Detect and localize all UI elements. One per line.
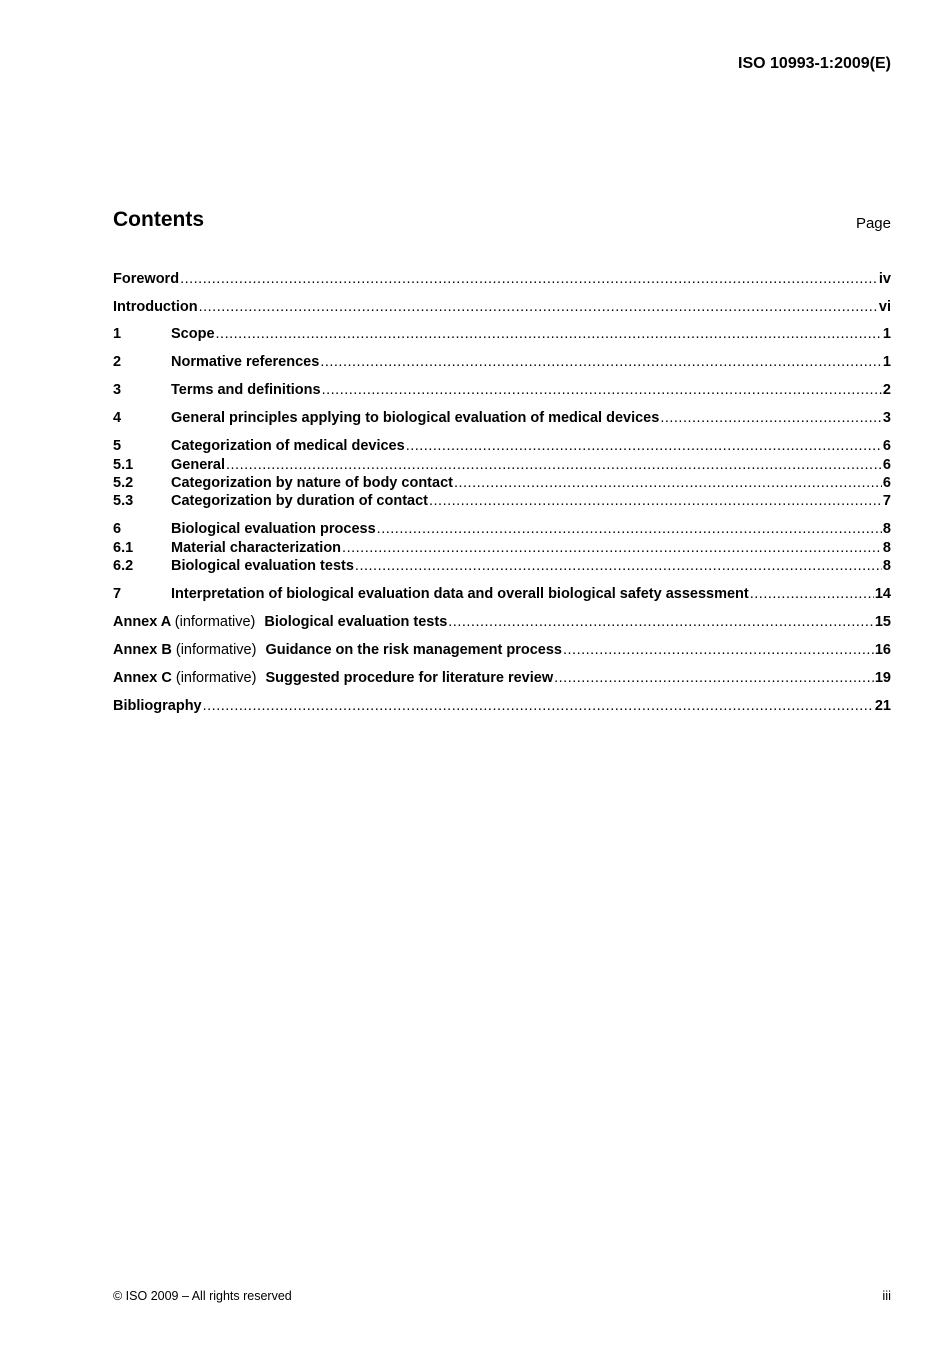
toc-leader [320,353,882,371]
toc-entry-5-1[interactable] [113,456,891,474]
toc-title: Biological evaluation tests [264,614,448,630]
toc-title: Suggested procedure for literature review [265,670,554,686]
toc-page: 8 [882,521,891,537]
toc-leader [322,381,882,399]
contents-heading: Contents [113,208,204,231]
footer-copyright: © ISO 2009 – All rights reserved [113,1289,292,1303]
toc-entry-annex-c[interactable] [113,669,891,687]
annex-id: Annex C [113,670,172,686]
toc-page: 2 [882,382,891,398]
toc-title: Scope [171,326,215,342]
toc-entry-bibliography[interactable] [113,697,891,715]
toc-number: 6.2 [113,558,134,574]
toc-leader [226,456,882,474]
toc-entry-3[interactable] [113,381,891,399]
toc-title: General principles applying to biological evaluation of medical devices [171,410,660,426]
toc-leader [448,613,874,631]
toc-leader [180,270,878,288]
toc-leader [563,641,874,659]
toc-title: Categorization by duration of contact [171,493,428,509]
toc-entry-5-2[interactable] [113,474,891,492]
toc-page: 3 [882,410,891,426]
toc-annex-label [113,641,265,659]
toc-page: 6 [882,475,891,491]
toc-leader [355,557,882,575]
toc-annex-label [113,613,264,631]
toc-page: 16 [874,642,891,658]
toc-annex-label [113,669,265,687]
toc-page: 14 [874,586,891,602]
toc-leader [199,298,878,316]
toc-number: 5.1 [113,457,134,473]
toc-page: 8 [882,540,891,556]
toc-entry-5-3[interactable] [113,492,891,510]
toc-number: 7 [113,586,122,602]
toc-title: Material characterization [171,540,342,556]
toc-title: Bibliography [113,698,202,714]
toc-page: iv [878,271,891,287]
toc-number: 6.1 [113,540,134,556]
toc-entry-6-1[interactable] [113,539,891,557]
toc-entry-6-2[interactable] [113,557,891,575]
toc-title: General [171,457,225,473]
annex-qualifier: (informative) [174,614,256,630]
toc-number: 3 [113,382,122,398]
toc-title: Categorization of medical devices [171,438,405,454]
toc-leader [203,697,874,715]
annex-id: Annex A [113,614,171,630]
toc-title: Introduction [113,299,198,315]
toc-entry-2[interactable] [113,353,891,371]
toc-leader [554,669,874,687]
toc-title: Terms and definitions [171,382,321,398]
toc-leader [377,520,882,538]
toc-title: Normative references [171,354,320,370]
toc-entry-foreword[interactable] [113,270,891,288]
toc-title: Biological evaluation process [171,521,376,537]
toc-entry-7[interactable] [113,585,891,603]
toc-leader [454,474,882,492]
toc-title: Interpretation of biological evaluation data and overall biological safety assessment [171,586,749,602]
toc-number: 5.3 [113,493,134,509]
toc-number: 5 [113,438,122,454]
annex-qualifier: (informative) [175,670,257,686]
document-id: ISO 10993-1:2009(E) [738,55,891,72]
toc-page: 8 [882,558,891,574]
toc-number: 2 [113,354,122,370]
toc-entry-6[interactable] [113,520,891,538]
toc-entry-4[interactable] [113,409,891,427]
toc-title: Guidance on the risk management process [265,642,562,658]
toc-page: 19 [874,670,891,686]
toc-title: Categorization by nature of body contact [171,475,453,491]
toc-page: 21 [874,698,891,714]
toc-page: 6 [882,457,891,473]
toc-number: 1 [113,326,122,342]
toc-number: 5.2 [113,475,134,491]
toc-leader [216,325,882,343]
annex-qualifier: (informative) [175,642,257,658]
toc-page: 6 [882,438,891,454]
toc-number: 4 [113,410,122,426]
toc-leader [342,539,882,557]
toc-leader [750,585,874,603]
toc-leader [660,409,882,427]
toc-entry-annex-a[interactable] [113,613,891,631]
toc-title: Biological evaluation tests [171,558,354,574]
footer-page-number: iii [882,1288,891,1303]
toc-page: vi [878,299,891,315]
toc-page: 7 [882,493,891,509]
toc-number: 6 [113,521,122,537]
page-column-label: Page [855,215,891,232]
toc-leader [406,437,882,455]
toc-entry-5[interactable] [113,437,891,455]
annex-id: Annex B [113,642,172,658]
toc-entry-introduction[interactable] [113,298,891,316]
toc-title: Foreword [113,271,180,287]
toc-entry-annex-b[interactable] [113,641,891,659]
toc-leader [429,492,882,510]
toc-entry-1[interactable] [113,325,891,343]
toc-page: 15 [874,614,891,630]
toc-page: 1 [882,354,891,370]
toc-page: 1 [882,326,891,342]
